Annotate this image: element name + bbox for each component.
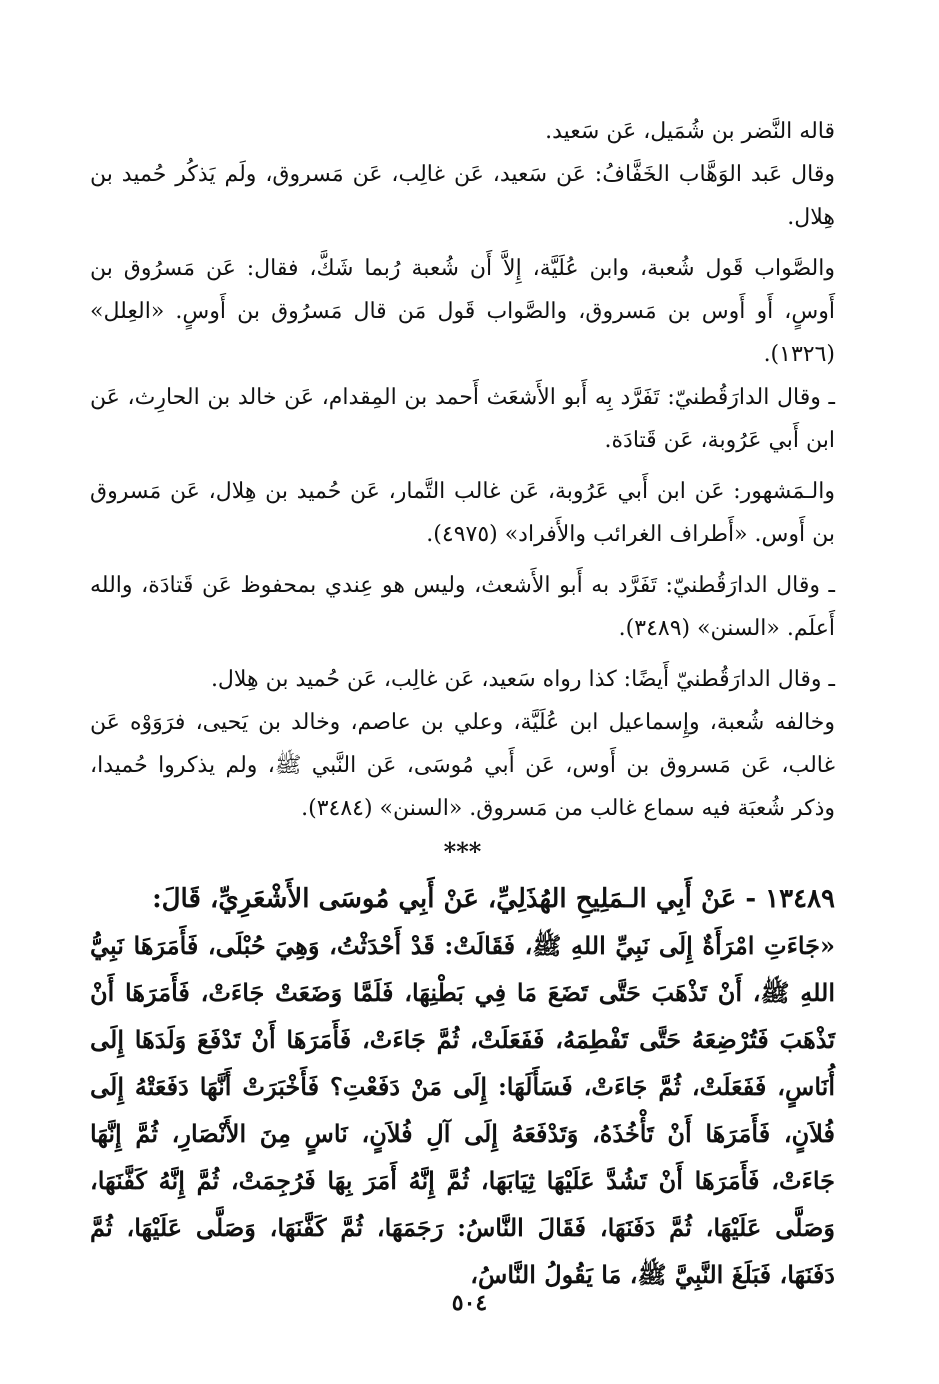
paragraph-7: ـ وقال الدارَقُطنيّ أَيضًا: كذا رواه سَعيد، عَن غالِب، عَن حُميد بن هِلال. <box>210 667 835 692</box>
paragraph-2: وقال عَبد الوَهَّاب الخَفَّافُ: عَن سَعيد، عَن غالِب، عَن مَسروق، ولَم يَذكُر حُميد بن هِلال. <box>90 162 835 230</box>
section-separator: *** <box>443 837 482 866</box>
paragraph-5: والـمَشهور: عَن ابن أَبي عَرُوبة، عَن غالب التَّمار، عَن حُميد بن هِلال، عَن مَسروق بن أَوس. «أَطراف الغرائب والأَفراد» (٤٩٧٥). <box>90 479 835 547</box>
page-content <box>90 110 835 1298</box>
paragraph-1: قاله النَّضر بن شُمَيل، عَن سَعيد. <box>545 119 835 144</box>
paragraph-6: ـ وقال الدارَقُطنيّ: تَفَرَّد به أَبو الأَشعث، وليس هو عِندي بمحفوظ عَن قَتادَة، والله أَعلَم. «السنن» (٣٤٨٩). <box>90 573 835 641</box>
hadith-body: «جَاءَتِ امْرَأَةٌ إِلَى نَبِيِّ اللهِ ﷺ، فَقَالَتْ: قَدْ أَحْدَثْتُ، وَهِيَ حُبْلَى، فَأَمَرَهَا نَبِيُّ اللهِ ﷺ، أَنْ تَذْهَبَ حَتَّى تَضَعَ مَا فِي بَطْنِهَا، فَلَمَّا وَضَعَتْ جَاءَتْ، فَأَمَرَهَا أَنْ تَذْهَبَ فَتُرْضِعَهُ حَتَّى تَفْطِمَهُ، فَفَعَلَتْ، ثُمَّ جَاءَتْ، فَأَمَرَهَا أَنْ تَدْفَعَ وَلَدَهَا إِلَى أُنَاسٍ، فَفَعَلَتْ، ثُمَّ جَاءَتْ، فَسَأَلَهَا: إِلَى مَنْ دَفَعْتِ؟ فَأَخْبَرَتْ أَنَّهَا دَفَعَتْهُ إِلَى فُلاَنٍ، فَأَمَرَهَا أَنْ تَأْخُذَهُ، وَتَدْفَعَهُ إِلَى آلِ فُلاَنٍ، نَاسٍ مِنَ الأَنْصَارِ، ثُمَّ إِنَّهَا جَاءَتْ، فَأَمَرَهَا أَنْ تَشُدَّ عَلَيْهَا ثِيَابَهَا، ثُمَّ إِنَّهُ أَمَرَ بِهَا فَرُجِمَتْ، ثُمَّ إِنَّهُ كَفَّنَهَا، وَصَلَّى عَلَيْهَا، ثُمَّ دَفَنَهَا، فَقَالَ النَّاسُ: رَجَمَهَا، ثُمَّ كَفَّنَهَا، وَصَلَّى عَلَيْهَا، ثُمَّ دَفَنَهَا، فَبَلَغَ النَّبِيَّ ﷺ، مَا يَقُولُ النَّاسُ، <box>90 931 836 1289</box>
page-number: ٥٠٤ <box>451 1290 488 1316</box>
hadith-heading: ١٣٤٨٩ - عَنْ أَبِي الـمَلِيحِ الهُذَلِيِّ، عَنْ أَبِي مُوسَى الأَشْعَرِيِّ، قَالَ: <box>152 884 835 914</box>
paragraph-3: والصَّواب قَول شُعبة، وابن عُلَيَّة، إِلاَّ أَن شُعبة رُبما شَكَّ، فقال: عَن مَسرُوق بن أَوسٍ، أَو أَوس بن مَسروق، والصَّواب قَول مَن قال مَسرُوق بن أَوسٍ. «العِلل» (١٣٢٦). <box>90 256 835 367</box>
paragraph-4: ـ وقال الدارَقُطنيّ: تَفَرَّد بِه أَبو الأَشعَث أَحمد بن المِقدام، عَن خالد بن الحارِث، عَن ابن أَبي عَرُوبة، عَن قَتادَة. <box>90 385 835 453</box>
paragraph-8: وخالفه شُعبة، وإِسماعيل ابن عُلَيَّة، وعلي بن عاصم، وخالد بن يَحيى، فرَوَوْه عَن غالب، عَن مَسروق بن أَوس، عَن أَبي مُوسَى، عَن النَّبي ﷺ، ولم يذكروا حُميدا، وذكر شُعبَة فيه سماع غالب من مَسروق. «السنن» (٣٤٨٤). <box>90 710 835 821</box>
